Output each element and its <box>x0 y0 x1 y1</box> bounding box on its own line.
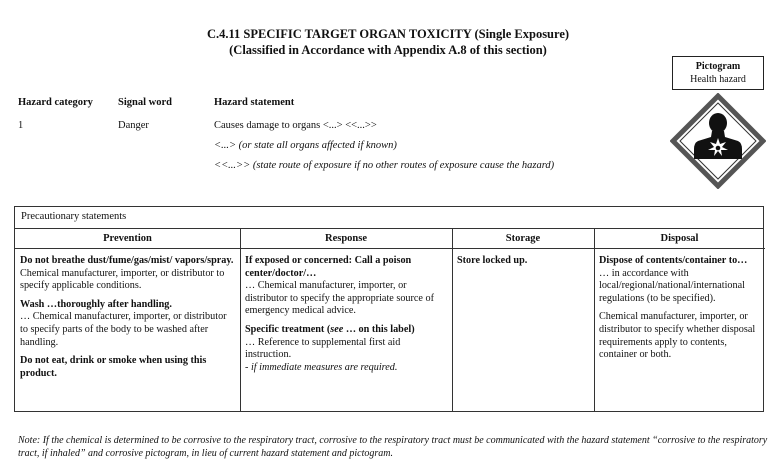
header-hazard-category: Hazard category <box>18 97 93 108</box>
disposal-note-regulations: … in accordance with local/regional/national/international regulations (to be specified). <box>599 267 745 304</box>
prevention-cell <box>15 255 240 386</box>
pictogram-name: Health hazard <box>690 74 746 85</box>
disposal-note-requirements: Chemical manufacturer, importer, or distributor to specify whether disposal requirements apply to contents, container or both. <box>599 311 756 361</box>
response-statement-treatment: Specific treatment (see … on this label) <box>245 323 415 335</box>
response-note-medical: … Chemical manufacturer, importer, or distributor to specify the appropriate source of emergency medical advice. <box>245 280 434 317</box>
response-note-first-aid: … Reference to supplemental first aid instruction. <box>245 336 401 361</box>
pictogram-box <box>672 56 764 90</box>
header-signal-word: Signal word <box>118 97 172 108</box>
footnote: Note: If the chemical is determined to be corrosive to the respiratory tract, corrosive to the respiratory tract must be communicated with the hazard statement “corrosive to the respiratory tract, if inhaled” and corrosive pictogram, in lieu of current hazard statement and pictogram. <box>18 435 768 459</box>
hazard-statement-value: Causes damage to organs <...> <<...>> <box>214 120 377 131</box>
column-storage: Storage <box>452 229 594 249</box>
storage-statement-locked: Store locked up. <box>457 255 528 266</box>
prevention-statement-wash: Wash …thoroughly after handling. <box>20 298 172 310</box>
column-disposal: Disposal <box>594 229 765 249</box>
prevention-statement-breathe: Do not breathe dust/fume/gas/mist/ vapors/spray. <box>20 255 234 266</box>
precautionary-table <box>14 206 764 412</box>
column-response: Response <box>240 229 452 249</box>
column-prevention: Prevention <box>15 229 240 249</box>
prevention-statement-eat-drink: Do not eat, drink or smoke when using this product. <box>20 355 207 379</box>
page-title: C.4.11 SPECIFIC TARGET ORGAN TOXICITY (Single Exposure) <box>206 27 570 41</box>
page-subtitle: (Classified in Accordance with Appendix A.8 of this section) <box>229 43 547 57</box>
hazard-statement-note-route: <<...>> (state route of exposure if no other routes of exposure cause the hazard) <box>214 160 555 171</box>
precautionary-caption: Precautionary statements <box>15 207 763 229</box>
response-note-immediate: - if immediate measures are required. <box>245 361 398 373</box>
prevention-note-wash: … Chemical manufacturer, importer, or distributor to specify parts of the body to be washed after handling. <box>20 311 227 348</box>
response-statement-exposed: If exposed or concerned: Call a poison center/doctor/… <box>245 255 412 279</box>
signal-word-value: Danger <box>118 120 149 131</box>
header-hazard-statement: Hazard statement <box>214 97 295 108</box>
response-cell <box>240 255 452 380</box>
health-hazard-icon <box>670 93 766 189</box>
disposal-cell <box>594 255 765 368</box>
pictogram-label: Pictogram <box>695 61 741 72</box>
hazard-category-value: 1 <box>18 120 24 131</box>
storage-cell <box>452 255 594 274</box>
hazard-statement-note-organs: <...> (or state all organs affected if known) <box>214 140 397 151</box>
prevention-note-conditions: Chemical manufacturer, importer, or distributor to specify applicable conditions. <box>20 267 225 292</box>
disposal-statement: Dispose of contents/container to… <box>599 255 748 266</box>
